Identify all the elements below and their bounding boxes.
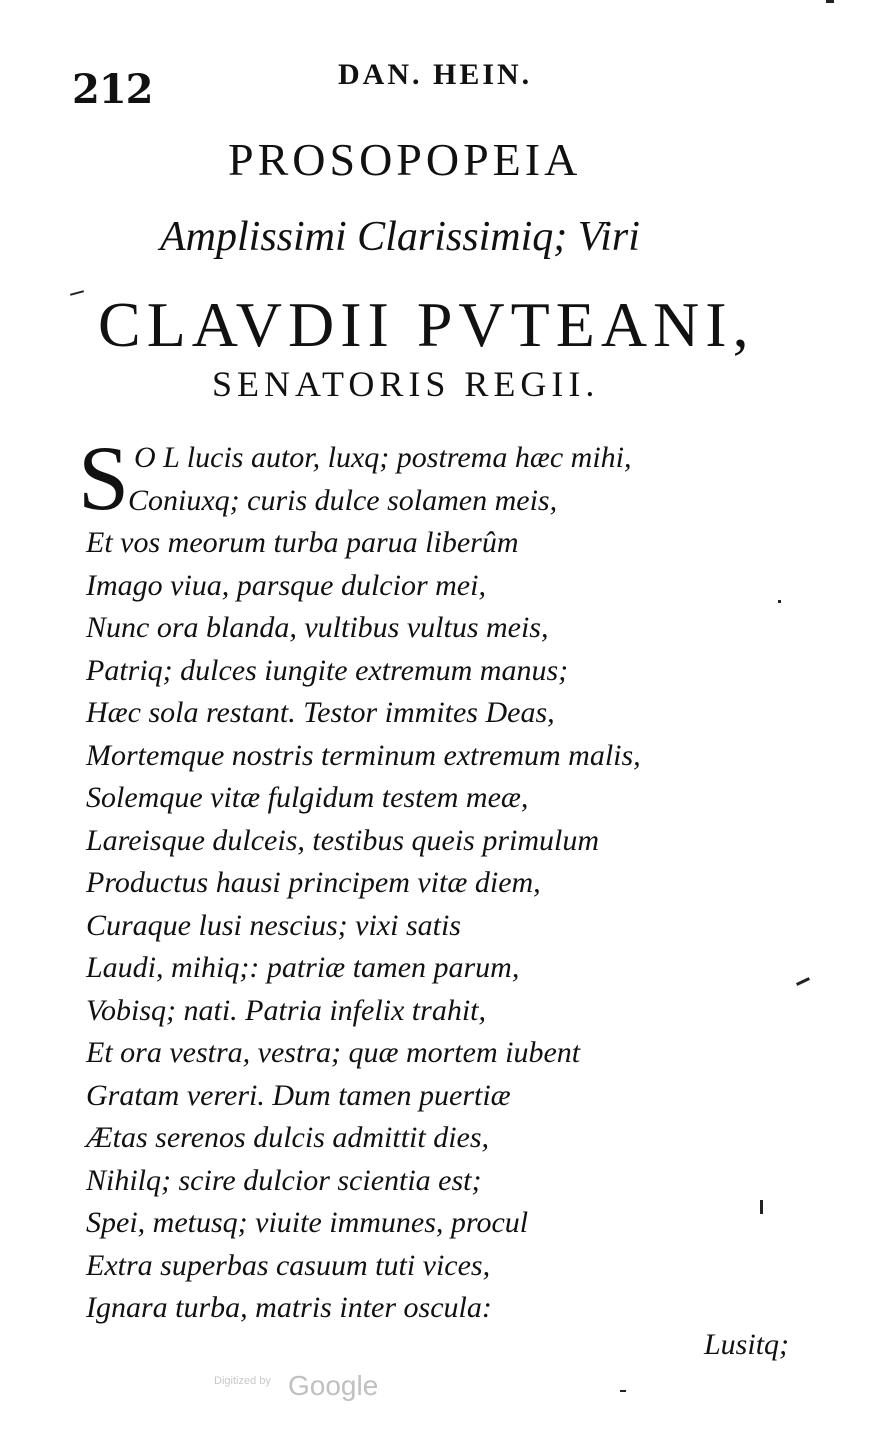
running-head: DAN. HEIN. [338,58,533,91]
google-watermark: Google [288,1370,379,1401]
digitized-by-label: Digitized by [214,1375,271,1387]
poem-subtitle: Amplissimi Clarissimiq; Viri [160,214,640,260]
verse-line: Laudi, mihiq;: patriæ tamen parum, [86,951,520,984]
verse-line: Nihilq; scire dulcior scientia est; [86,1163,482,1197]
verse-line: Lareisque dulceis, testibus queis primulum [86,823,600,857]
verse-line: Patriq; dulces iungite extremum manus; [86,653,569,687]
verse-line: Imago viua, parsque dulcior mei, [86,568,486,602]
verse-line: Productus hausi principem vitæ diem, [86,866,541,899]
verse-line: Ætas serenos dulcis admittit dies, [86,1121,490,1154]
scan-speck [826,0,834,3]
scan-speck [760,1200,763,1214]
verse-line: O L lucis autor, luxq; postrema hæc mihi, [134,441,632,474]
verse-line: Coniuxq; curis dulce solamen meis, [128,483,558,517]
verse-line: Hæc sola restant. Testor immites Deas, [86,696,555,729]
verse-line: Et ora vestra, vestra; quæ mortem iubent [86,1036,581,1069]
scan-speck [70,290,84,296]
poem-title: PROSOPOPEIA [228,134,582,185]
verse-line: Nunc ora blanda, vultibus vultus meis, [86,611,549,644]
verse-line: Solemque vitæ fulgidum testem meæ, [86,781,529,814]
page-number: 212 [72,66,153,113]
dedicatee-office: SENATORIS REGII. [212,364,600,404]
verse-line: Mortemque nostris terminum extremum malis, [86,738,641,772]
catchword: Lusitq; [704,1328,790,1361]
verse-line: Curaque lusi nescius; vixi satis [86,908,461,942]
drop-cap: S [78,427,130,529]
verse-line: Ignara turba, matris inter oscula: [86,1291,492,1324]
verse-line: Gratam vereri. Dum tamen puertiæ [86,1078,511,1112]
scan-speck [620,1390,626,1392]
poem-verses [0,437,870,1330]
dedicatee-name: CLAVDII PVTEANI, [98,289,755,360]
scan-speck [778,600,781,603]
verse-line: Extra superbas casuum tuti vices, [86,1248,491,1282]
verse-line: Et vos meorum turba parua liberûm [86,526,519,559]
verse-line: Vobisq; nati. Patria infelix trahit, [86,993,486,1027]
verse-line: Spei, metusq; viuite immunes, procul [86,1206,529,1239]
